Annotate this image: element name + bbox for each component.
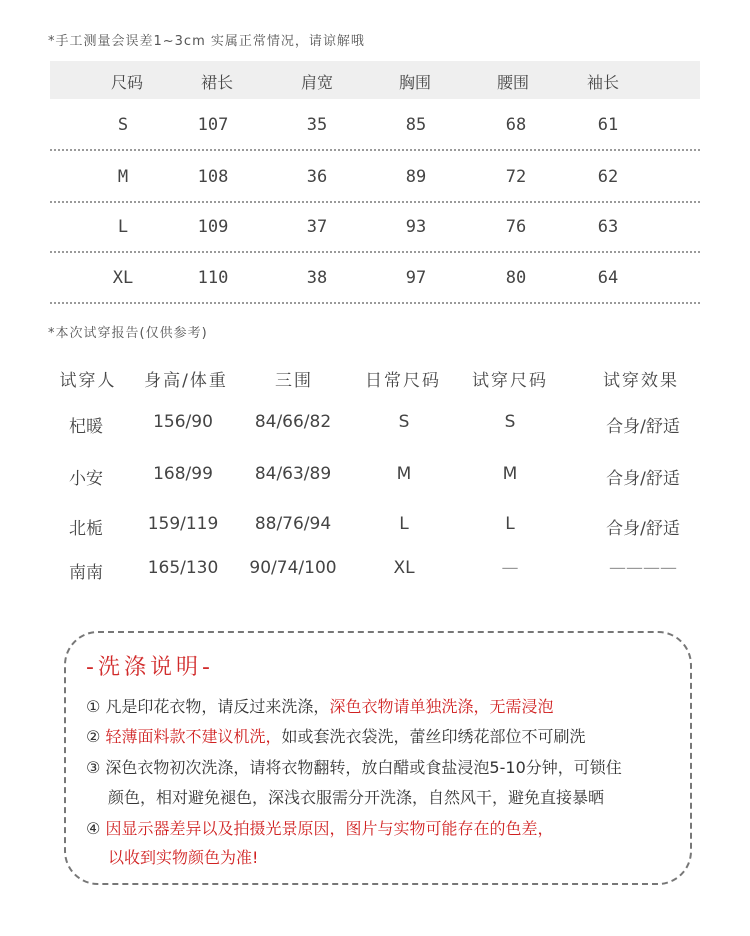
fit-cell: L [399, 514, 409, 534]
size-cell: 109 [197, 217, 229, 237]
fit-cell: 165/130 [147, 558, 219, 578]
size-cell: M [117, 167, 129, 187]
size-cell: 93 [405, 217, 427, 237]
fit-cell: S [504, 412, 516, 432]
fit-cell: ———— [609, 558, 677, 578]
size-table-row [50, 99, 700, 151]
wash-item-2 [86, 724, 585, 747]
wash-item-4 [86, 816, 553, 839]
fit-cell: 北栀 [69, 519, 103, 539]
fit-header-cell: 三围 [275, 371, 313, 391]
fit-cell: XL [393, 558, 415, 578]
fit-cell: 168/99 [153, 464, 213, 484]
wash-item-3-cont: 颜色，相对避免褪色，深浅衣服需分开洗涤，自然风干，避免直接暴晒 [108, 788, 605, 807]
fit-cell: 合身/舒适 [606, 417, 680, 437]
wash-item-4-cont: 以收到实物颜色为准! [108, 848, 259, 867]
fit-cell: — [501, 558, 519, 578]
fit-cell: M [396, 464, 412, 484]
wash-item-warning: 因显示器差异以及拍摄光景原因，图片与实物可能存在的色差， [105, 819, 554, 838]
fit-cell: 合身/舒适 [606, 469, 680, 489]
size-cell: 37 [306, 217, 328, 237]
size-cell: 61 [597, 115, 619, 135]
fit-header-cell: 身高/体重 [144, 371, 228, 391]
fit-cell: S [398, 412, 410, 432]
size-cell: 76 [505, 217, 527, 237]
size-cell: S [117, 115, 129, 135]
size-cell: 85 [405, 115, 427, 135]
wash-item-3: ③ 深色衣物初次洗涤，请将衣物翻转，放白醋或食盐浸泡5-10分钟，可锁住 [86, 758, 622, 777]
wash-item-text: ① 凡是印花衣物，请反过来洗涤， [86, 697, 330, 716]
fit-cell: 杞暖 [69, 417, 103, 437]
fit-table-row [0, 514, 750, 544]
fit-cell: L [505, 514, 515, 534]
size-cell: 80 [505, 268, 527, 288]
size-cell: 36 [306, 167, 328, 187]
fit-header-cell: 日常尺码 [365, 371, 441, 391]
fit-cell: M [502, 464, 518, 484]
size-cell: L [117, 217, 129, 237]
fit-report-note: *本次试穿报告(仅供参考) [48, 326, 208, 341]
size-header-cell: 肩宽 [300, 73, 333, 92]
size-cell: 38 [306, 268, 328, 288]
size-cell: 68 [505, 115, 527, 135]
wash-item-text: ② [86, 727, 106, 746]
fit-header-cell: 试穿效果 [603, 371, 679, 391]
size-cell: 35 [306, 115, 328, 135]
fit-cell: 90/74/100 [249, 558, 337, 578]
size-cell: 89 [405, 167, 427, 187]
wash-item-warning: 轻薄面料款不建议机洗， [105, 727, 282, 746]
fit-cell: 合身/舒适 [606, 519, 680, 539]
wash-item-text: 如或套洗衣袋洗，蕾丝印绣花部位不可刷洗 [281, 727, 586, 746]
fit-table-row [0, 464, 750, 494]
size-cell: 72 [505, 167, 527, 187]
size-cell: 64 [597, 268, 619, 288]
size-table-row [50, 252, 700, 304]
measurement-note: *手工测量会误差1~3cm 实属正常情况，请谅解哦 [48, 34, 365, 49]
fit-cell: 159/119 [147, 514, 219, 534]
wash-item-1 [86, 694, 553, 717]
size-table-header [50, 61, 700, 99]
size-header-cell: 袖长 [586, 73, 619, 92]
size-cell: 110 [197, 268, 229, 288]
fit-cell: 南南 [69, 563, 103, 583]
size-cell: 107 [197, 115, 229, 135]
fit-table-header [0, 366, 750, 396]
size-header-cell: 腰围 [496, 73, 529, 92]
fit-cell: 小安 [69, 469, 103, 489]
size-table-row [50, 201, 700, 253]
fit-cell: 84/63/89 [254, 464, 332, 484]
size-header-cell: 尺码 [110, 73, 143, 92]
wash-item-text: ④ [86, 819, 106, 838]
size-header-cell: 裙长 [200, 73, 233, 92]
size-table-row [50, 151, 700, 203]
wash-item-warning: 深色衣物请单独洗涤，无需浸泡 [329, 697, 554, 716]
fit-cell: 84/66/82 [254, 412, 332, 432]
size-cell: 108 [197, 167, 229, 187]
fit-cell: 156/90 [153, 412, 213, 432]
fit-table-row [0, 558, 750, 588]
wash-title: -洗涤说明- [86, 655, 214, 680]
fit-header-cell: 试穿尺码 [472, 371, 548, 391]
fit-header-cell: 试穿人 [59, 371, 117, 391]
size-cell: 62 [597, 167, 619, 187]
size-header-cell: 胸围 [398, 73, 431, 92]
size-cell: 63 [597, 217, 619, 237]
size-cell: 97 [405, 268, 427, 288]
size-cell: XL [112, 268, 134, 288]
fit-cell: 88/76/94 [254, 514, 332, 534]
fit-table-row [0, 412, 750, 442]
